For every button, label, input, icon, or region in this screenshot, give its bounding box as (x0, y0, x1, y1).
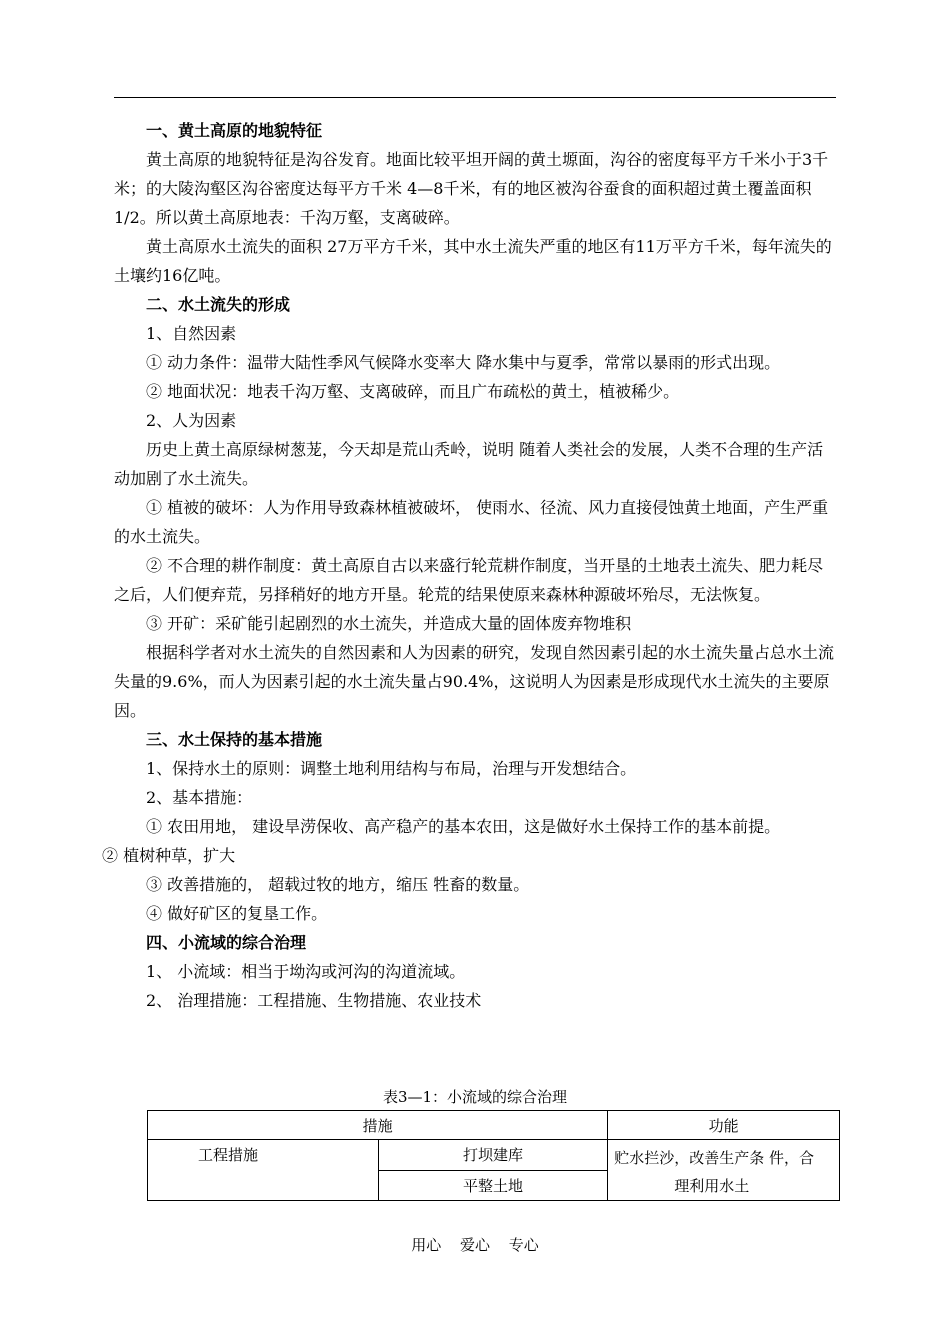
section-heading-2: 二、水土流失的形成 (146, 295, 291, 314)
header-rule (114, 97, 836, 98)
page-footer: 用心 爱心 专心 (411, 1236, 539, 1254)
table-row (148, 1140, 840, 1171)
list-item: ① 植被的破坏：人为作用导致森林植被破坏， 使雨水、径流、风力直接侵蚀黄土地面，产生严重的水土流失。 (114, 498, 829, 546)
paragraph: 黄土高原的地貌特征是沟谷发育。地面比较平坦开阔的黄土塬面，沟谷的密度每平方千米小于3千米；的大陵沟壑区沟谷密度达每平方千米 4—8千米，有的地区被沟谷蚕食的面积超过黄土覆盖面积 1/2。所以黄土高原地表：千沟万壑，支离破碎。 (114, 150, 829, 227)
table-cell: 工程措施 (148, 1140, 379, 1201)
table-cell: 打坝建库 (378, 1140, 608, 1171)
subheading: 2、 治理措施：工程措施、生物措施、农业技术 (146, 991, 482, 1010)
list-item: ① 农田用地， 建设旱涝保收、高产稳产的基本农田，这是做好水土保持工作的基本前提。 (146, 817, 781, 836)
table-row (148, 1111, 840, 1140)
subheading: 1、 小流域：相当于坳沟或河沟的沟道流域。 (146, 962, 466, 981)
list-item: ① 动力条件：温带大陆性季风气候降水变率大 降水集中与夏季，常常以暴雨的形式出现。 (146, 353, 781, 372)
table-cell-line: 贮水拦沙，改善生产条 件，合 (614, 1149, 815, 1167)
list-item: ④ 做好矿区的复垦工作。 (146, 904, 328, 923)
list-item: ③ 开矿：采矿能引起剧烈的水土流失，并造成大量的固体废弃物堆积 (146, 614, 632, 633)
table-cell: 平整土地 (378, 1170, 608, 1201)
table-cell-line: 理利用水土 (674, 1177, 750, 1195)
table-header-cell: 措施 (148, 1111, 608, 1140)
table-header-cell: 功能 (608, 1111, 840, 1140)
section-heading-3: 三、水土保持的基本措施 (146, 730, 323, 749)
paragraph: 根据科学者对水土流失的自然因素和人为因素的研究，发现自然因素引起的水土流失量占总水土流失量的9.6%，而人为因素引起的水土流失量占90.4%，这说明人为因素是形成现代水土流失的主要原因。 (114, 643, 835, 720)
subheading: 1、保持水土的原则：调整土地利用结构与布局，治理与开发想结合。 (146, 759, 637, 778)
list-item: ② 植树种草，扩大 (102, 846, 236, 865)
list-item: ③ 改善措施的， 超载过牧的地方，缩压 牲畜的数量。 (146, 875, 530, 894)
paragraph: 黄土高原水土流失的面积 27万平方千米，其中水土流失严重的地区有11万平方千米，每年流失的土壤约16亿吨。 (114, 237, 832, 285)
list-item: ② 地面状况：地表千沟万壑、支离破碎，而且广布疏松的黄土，植被稀少。 (146, 382, 680, 401)
section-heading-1: 一、黄土高原的地貌特征 (146, 121, 323, 140)
list-item: ② 不合理的耕作制度：黄土高原自古以来盛行轮荒耕作制度，当开垦的土地表土流失、肥力耗尽之后，人们便弃荒，另择稍好的地方开垦。轮荒的结果使原来森林种源破坏殆尽，无法恢复。 (114, 556, 824, 604)
subheading: 1、自然因素 (146, 324, 237, 343)
measures-table (147, 1110, 840, 1201)
table-cell (608, 1140, 840, 1201)
paragraph: 历史上黄土高原绿树葱茏，今天却是荒山秃岭，说明 随着人类社会的发展，人类不合理的生产活动加剧了水土流失。 (114, 440, 824, 488)
table-caption: 表3—1：小流域的综合治理 (382, 1088, 568, 1106)
subheading: 2、基本措施： (146, 788, 253, 807)
section-heading-4: 四、小流域的综合治理 (146, 933, 307, 952)
subheading: 2、人为因素 (146, 411, 237, 430)
document-body (102, 116, 836, 1015)
